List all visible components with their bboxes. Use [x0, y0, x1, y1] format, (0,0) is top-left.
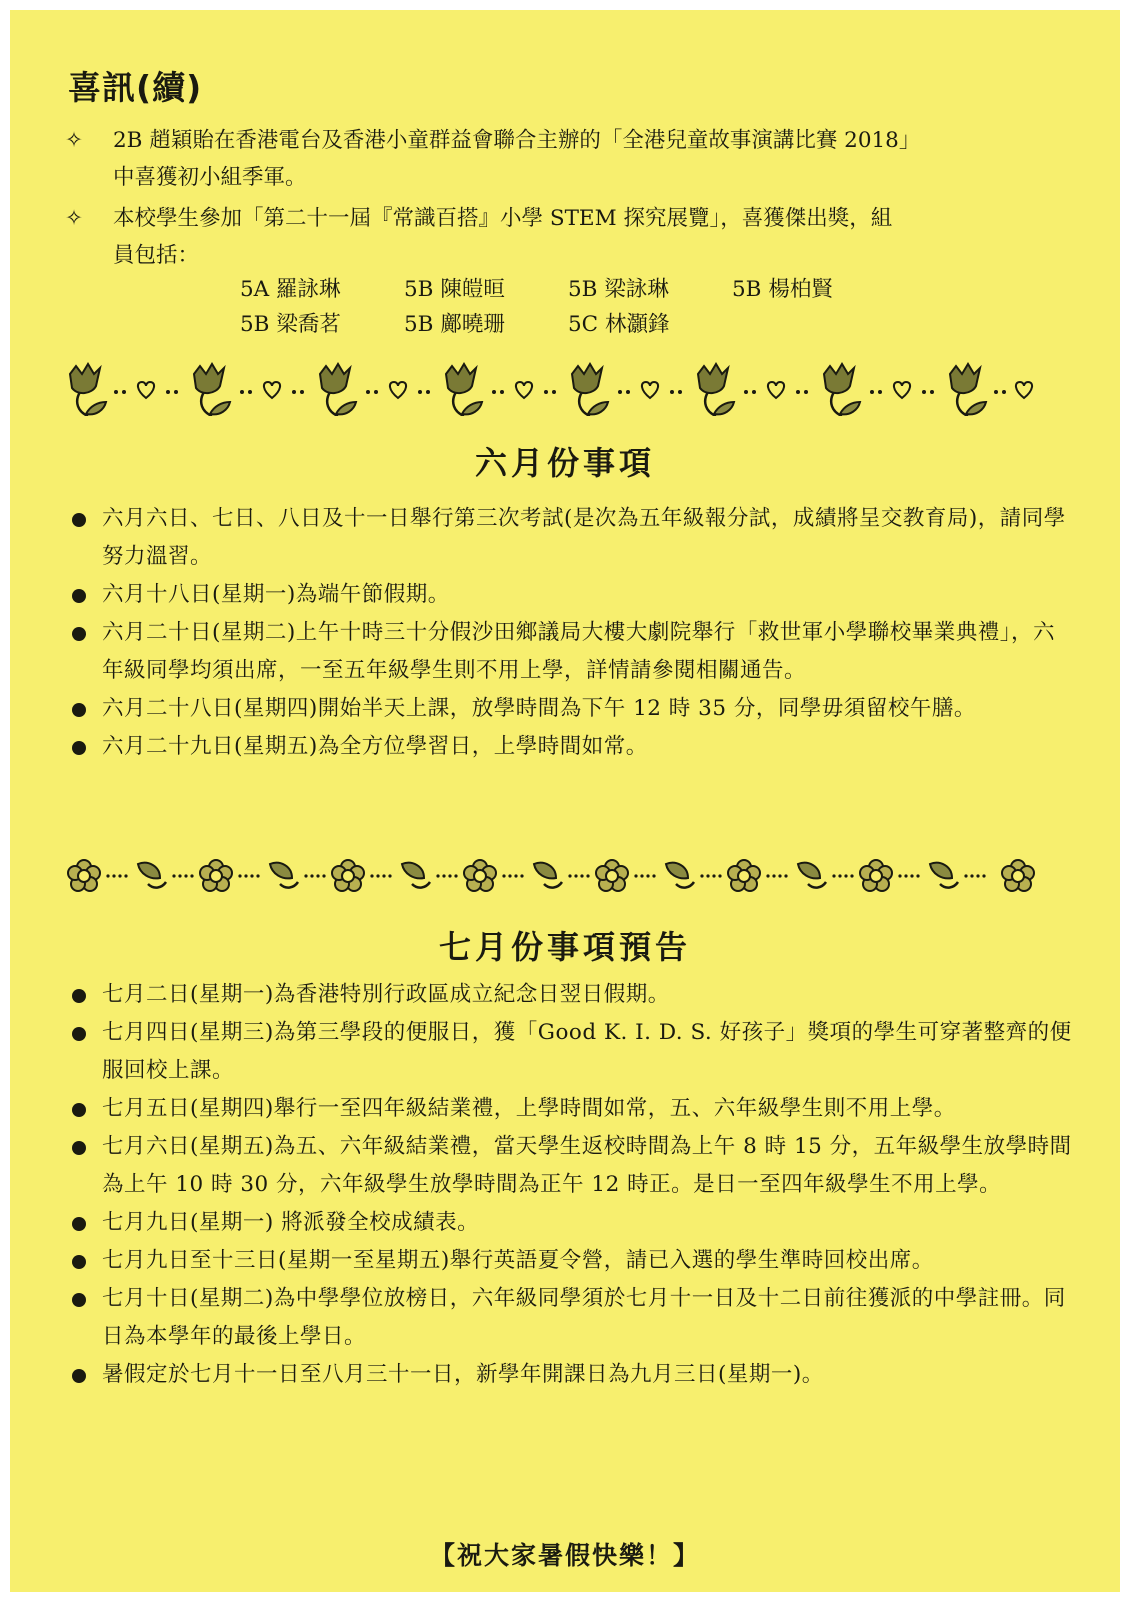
bullet-icon — [72, 1103, 86, 1117]
tulip-icon — [572, 364, 608, 416]
team-member: 5B 陳皚晅 — [404, 277, 505, 302]
leaf-icon — [270, 863, 298, 888]
sparkle-icon: ✧ — [65, 128, 84, 153]
tulip-icon — [950, 364, 986, 416]
heart-icon — [768, 382, 784, 398]
leaf-icon — [666, 863, 694, 888]
tulip-heart-border — [58, 360, 1058, 416]
july-title: 七月份事項預告 — [438, 928, 691, 966]
list-item: 七月九日(星期一) 將派發全校成績表。 — [62, 1204, 1072, 1242]
tulip-icon — [194, 364, 230, 416]
flower-leaf-border — [58, 848, 1058, 904]
leaf-icon — [402, 863, 430, 888]
bullet-icon — [72, 1293, 86, 1307]
list-item: 六月二十日(星期二)上午十時三十分假沙田鄉議局大樓大劇院舉行「救世軍小學聯校畢業典禮」，六年級同學均須出席，一至五年級學生則不用上學，詳情請參閱相關通告。 — [62, 614, 1072, 690]
news-item-2-line2: 員包括： — [113, 243, 200, 268]
team-member: 5B 梁詠琳 — [568, 277, 669, 302]
leaf-icon — [798, 863, 826, 888]
flower-icon — [332, 860, 364, 891]
list-item: 六月二十九日(星期五)為全方位學習日，上學時間如常。 — [62, 728, 1072, 766]
flower-icon — [200, 860, 232, 891]
leaf-icon — [534, 863, 562, 888]
june-title: 六月份事項 — [474, 444, 655, 482]
tulip-icon — [446, 364, 482, 416]
news-item-2-line1: 本校學生參加「第二十一屆『常識百搭』小學 STEM 探究展覽」，喜獲傑出獎，組 — [113, 206, 893, 231]
tulip-icon — [70, 364, 106, 416]
heart-icon — [138, 382, 154, 398]
tulip-icon — [320, 364, 356, 416]
list-item: 七月四日(星期三)為第三學段的便服日，獲「Good K. I. D. S. 好孩子」獎項的學生可穿著整齊的便服回校上課。 — [62, 1014, 1072, 1090]
flower-icon — [860, 860, 892, 891]
tulip-icon — [698, 364, 734, 416]
flower-icon — [68, 860, 100, 891]
team-member: 5A 羅詠琳 — [240, 277, 341, 302]
newsletter-page — [10, 10, 1120, 1592]
bullet-icon — [72, 703, 86, 717]
list-item: 六月二十八日(星期四)開始半天上課，放學時間為下午 12 時 35 分，同學毋須留校午膳。 — [62, 690, 1072, 728]
bullet-icon — [72, 1141, 86, 1155]
bullet-icon — [72, 1369, 86, 1383]
news-item-1-line1: 2B 趙穎貽在香港電台及香港小童群益會聯合主辦的「全港兒童故事演講比賽 2018」 — [113, 128, 921, 153]
team-member: 5C 林灝鋒 — [568, 312, 670, 337]
bullet-icon — [72, 1027, 86, 1041]
team-member: 5B 鄺曉珊 — [404, 312, 505, 337]
heart-icon — [264, 382, 280, 398]
bullet-icon — [72, 589, 86, 603]
heart-icon — [642, 382, 658, 398]
news-item-1-line2: 中喜獲初小組季軍。 — [113, 165, 307, 190]
bullet-icon — [72, 627, 86, 641]
list-item: 六月六日、七日、八日及十一日舉行第三次考試(是次為五年級報分試，成績將呈交教育局)，請同學努力溫習。 — [62, 500, 1072, 576]
july-list — [62, 976, 1072, 1394]
list-item: 七月六日(星期五)為五、六年級結業禮，當天學生返校時間為上午 8 時 15 分，五年級學生放學時間為上午 10 時 30 分，六年級學生放學時間為正午 12 時正。是日一至四年級學生不用上學。 — [62, 1128, 1072, 1204]
list-item: 七月十日(星期二)為中學學位放榜日，六年級同學須於七月十一日及十二日前往獲派的中學註冊。同日為本學年的最後上學日。 — [62, 1280, 1072, 1356]
bullet-icon — [72, 1255, 86, 1269]
bullet-icon — [72, 989, 86, 1003]
flower-icon — [596, 860, 628, 891]
list-item: 六月十八日(星期一)為端午節假期。 — [62, 576, 1072, 614]
bullet-icon — [72, 513, 86, 527]
sparkle-icon: ✧ — [65, 206, 84, 231]
team-member: 5B 梁喬茗 — [240, 312, 341, 337]
list-item: 七月五日(星期四)舉行一至四年級結業禮，上學時間如常，五、六年級學生則不用上學。 — [62, 1090, 1072, 1128]
team-member: 5B 楊柏賢 — [732, 277, 833, 302]
heart-icon — [390, 382, 406, 398]
news-heading: 喜訊(續) — [68, 68, 203, 107]
flower-icon — [464, 860, 496, 891]
bullet-icon — [72, 741, 86, 755]
list-item: 暑假定於七月十一日至八月三十一日，新學年開課日為九月三日(星期一)。 — [62, 1356, 1072, 1394]
bullet-icon — [72, 1217, 86, 1231]
closing-greeting: 【祝大家暑假快樂！】 — [429, 1541, 700, 1570]
june-list — [62, 500, 1072, 766]
list-item: 七月九日至十三日(星期一至星期五)舉行英語夏令營，請已入選的學生準時回校出席。 — [62, 1242, 1072, 1280]
leaf-icon — [930, 863, 958, 888]
heart-icon — [1016, 382, 1032, 398]
list-item: 七月二日(星期一)為香港特別行政區成立紀念日翌日假期。 — [62, 976, 1072, 1014]
flower-icon — [1002, 860, 1034, 891]
heart-icon — [894, 382, 910, 398]
flower-icon — [728, 860, 760, 891]
tulip-icon — [824, 364, 860, 416]
leaf-icon — [138, 863, 166, 888]
heart-icon — [516, 382, 532, 398]
